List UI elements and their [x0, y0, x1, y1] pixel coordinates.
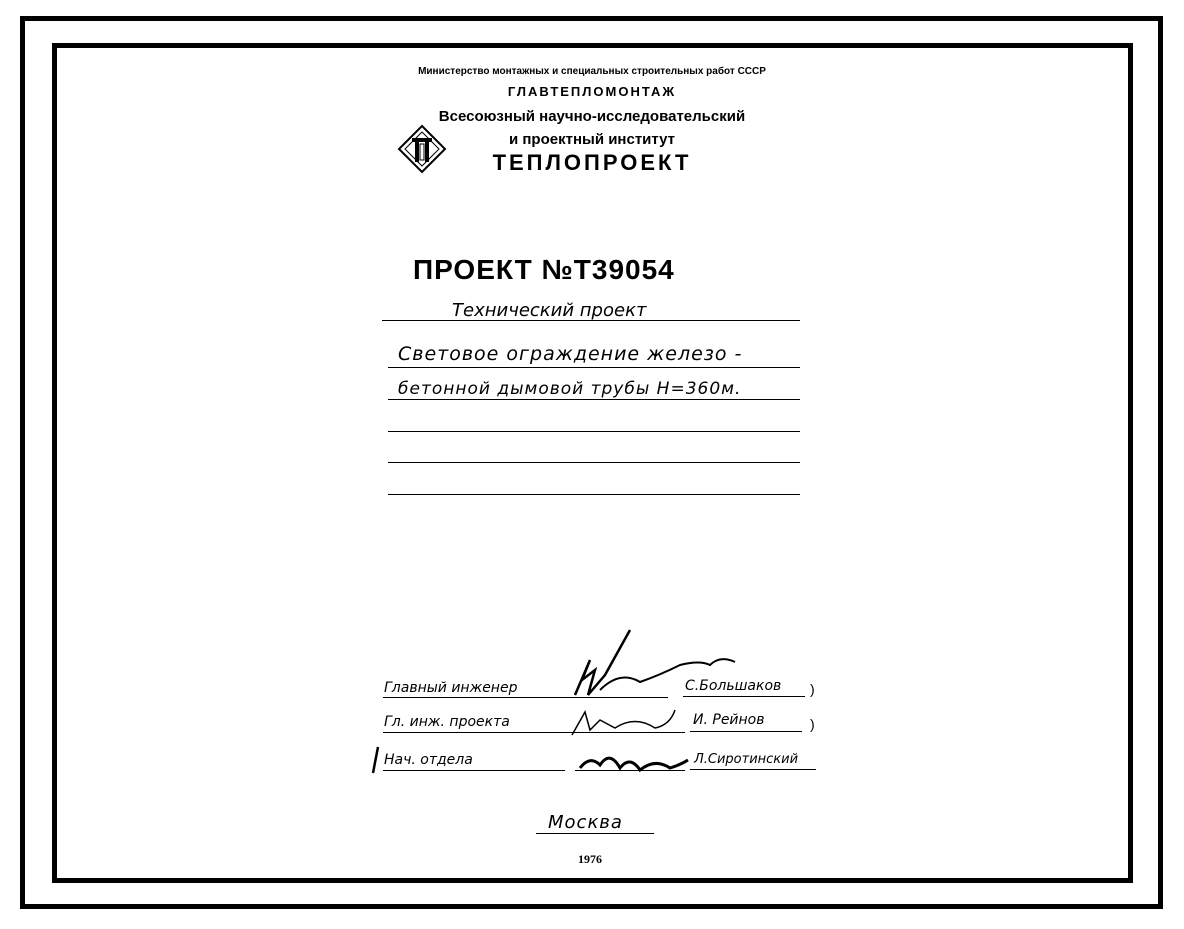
city-underline [536, 833, 654, 834]
underline-2 [388, 367, 800, 368]
signer-suffix-2: ) [810, 716, 815, 732]
blank-line-2 [388, 462, 800, 463]
signer-name-project-engineer: И. Рейнов [693, 712, 765, 728]
institute-line-1: Всесоюзный научно-исследовательский [438, 108, 746, 125]
project-stage: Технический проект [452, 300, 647, 321]
handwritten-signatures [560, 620, 760, 790]
underline-3 [388, 399, 800, 400]
year: 1976 [578, 852, 602, 866]
project-number: ПРОЕКТ №Т39054 [413, 254, 675, 285]
signer-role-chief-engineer: Главный инженер [384, 680, 518, 696]
signer-name-department-head: Л.Сиротинский [694, 752, 799, 767]
margin-mark [368, 745, 388, 775]
signature-line-3a [383, 770, 565, 771]
signer-suffix-1: ) [810, 681, 815, 697]
city: Москва [548, 812, 623, 833]
project-title-line-1: Световое ограждение железо - [398, 343, 743, 365]
institute-line-2: и проектный институт [508, 131, 675, 148]
project-title-line-2: бетонной дымовой трубы Н=360м. [398, 379, 742, 399]
ministry-name: Министерство монтажных и специальных строительных работ СССР [418, 66, 766, 77]
signer-name-chief-engineer: С.Большаков [685, 678, 782, 694]
signer-role-project-engineer: Гл. инж. проекта [384, 714, 510, 730]
blank-line-3 [388, 494, 800, 495]
signer-role-department-head: Нач. отдела [384, 752, 473, 768]
underline-1 [382, 320, 800, 321]
blank-line-1 [388, 431, 800, 432]
glavk-name: ГЛАВТЕПЛОМОНТАЖ [507, 84, 677, 99]
institute-emblem-icon [397, 124, 447, 174]
institute-name: ТЕПЛОПРОЕКТ [492, 150, 692, 175]
